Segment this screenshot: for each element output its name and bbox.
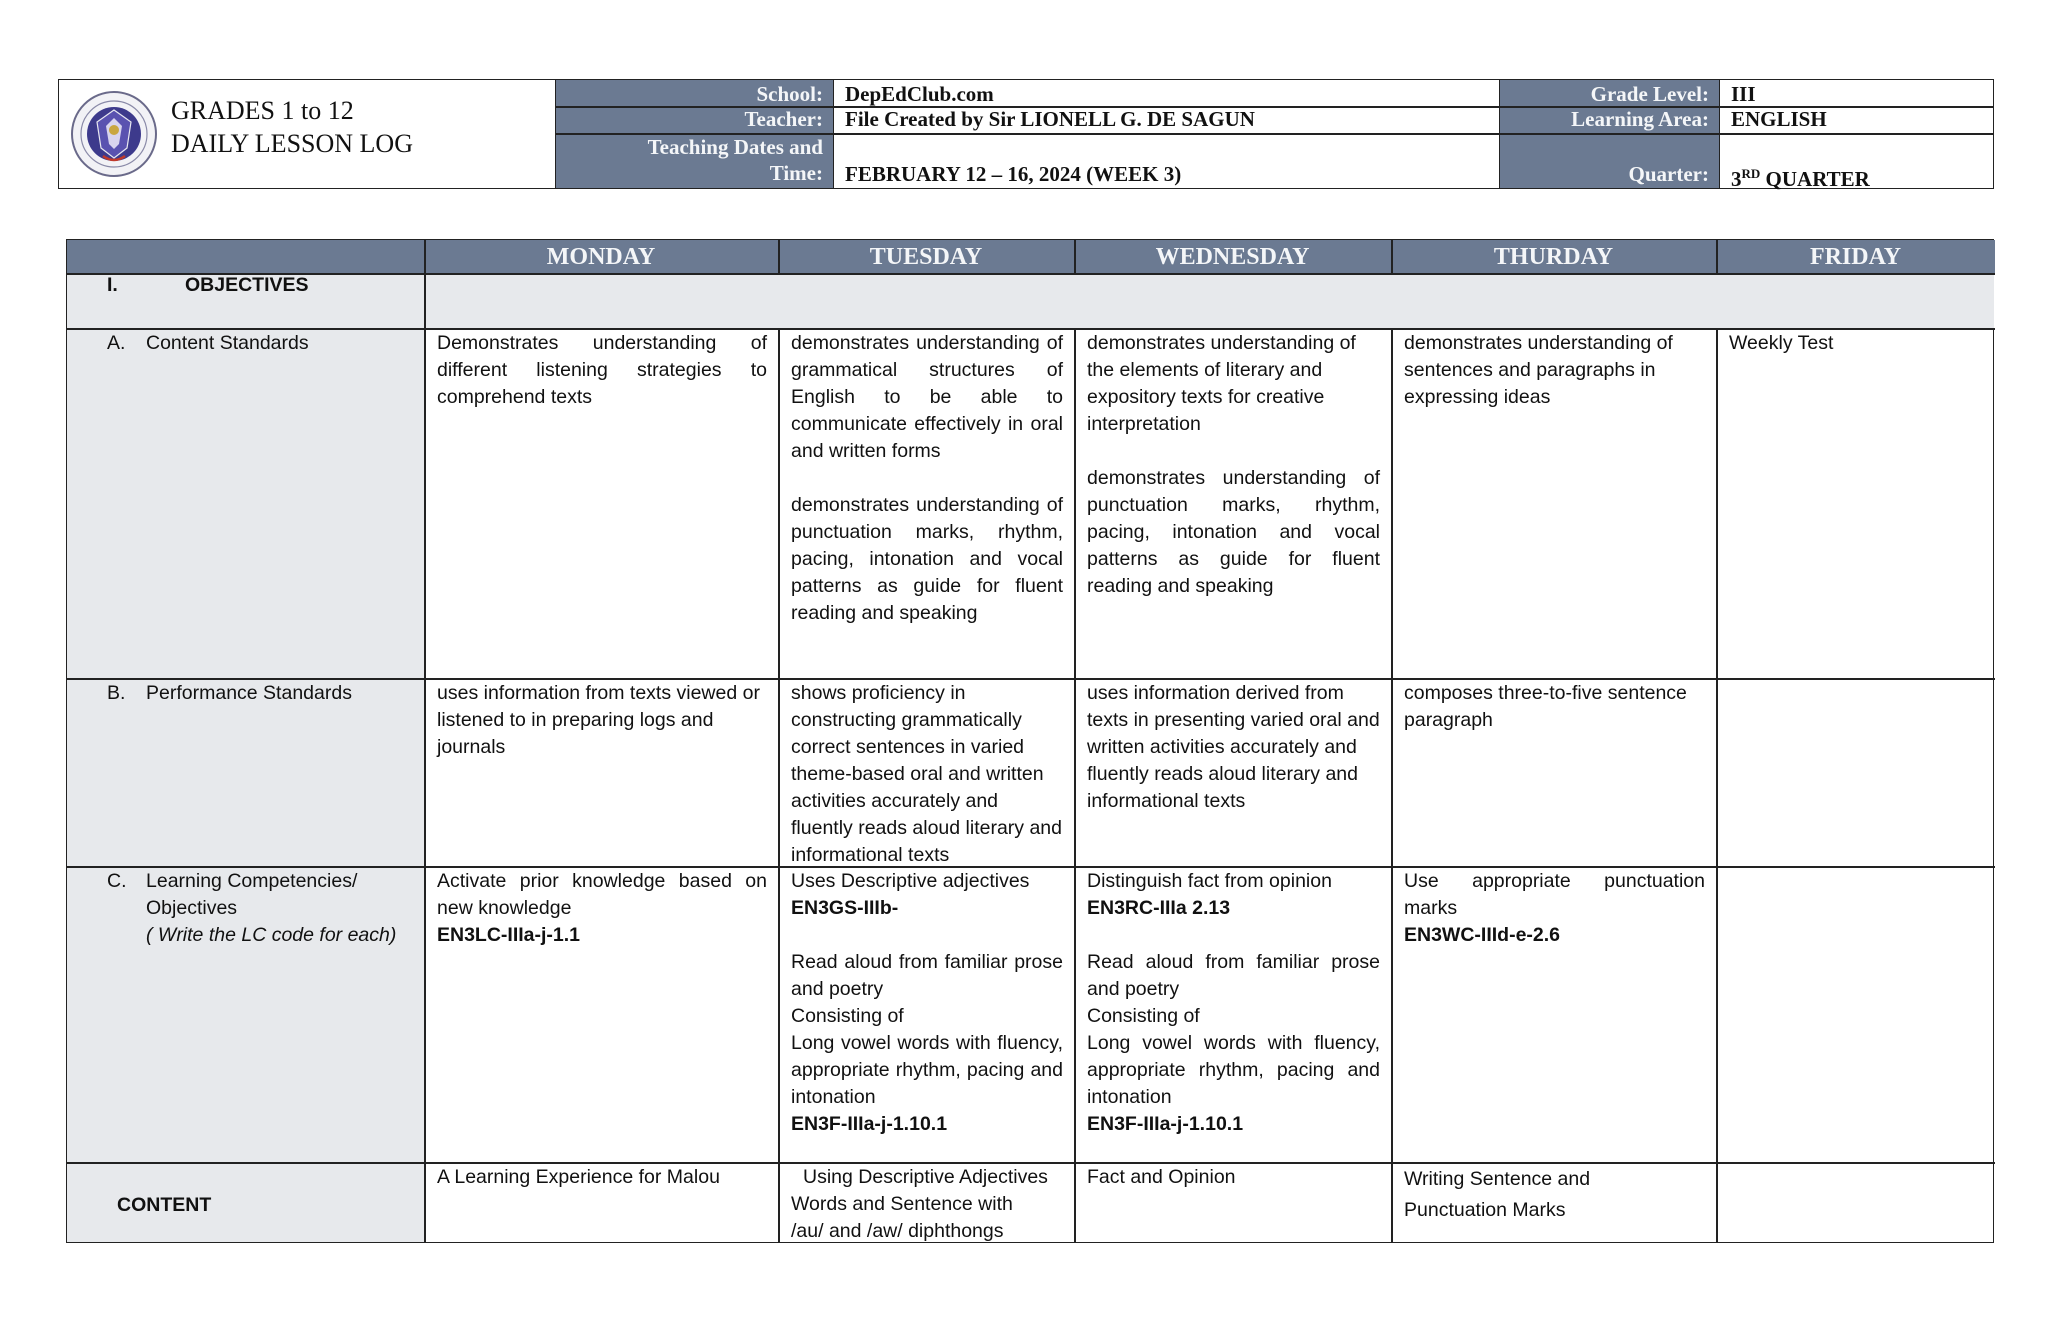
content-label: CONTENT [117,1194,212,1216]
content-standards-friday-text: Weekly Test [1729,332,1834,354]
competencies-wednesday [1076,868,1391,1138]
performance-standards-number: B. [107,682,126,704]
content-standards-monday [426,330,778,411]
performance-standards-label [107,680,422,707]
column-divider [1391,240,1393,273]
content-wednesday-text: Fact and Opinion [1087,1166,1236,1188]
learning-area-value: ENGLISH [1719,106,1993,133]
performance-standards-monday [426,680,778,761]
content-thursday-line-2: Punctuation Marks [1404,1199,1566,1221]
content-standards-friday [1718,330,1995,357]
competencies-monday [426,868,778,949]
competencies-tuesday-text-3: Consisting of [791,1005,904,1027]
content-standards-label [107,330,422,357]
day-header-tuesday: TUESDAY [778,240,1074,273]
objectives-row-background [424,273,1994,328]
day-header-friday: FRIDAY [1716,240,1995,273]
performance-standards-wednesday-text: uses information derived from texts in presenting varied oral and written activities accurately and fluently reads aloud literary and informational texts [1087,682,1380,812]
competencies-thursday-code: EN3WC-IIId-e-2.6 [1404,924,1561,946]
content-monday [426,1164,778,1191]
content-standards-wednesday-para-2: demonstrates understanding of punctuation marks, rhythm, pacing, intonation and vocal patterns as guide for fluent reading and speaking [1087,467,1380,597]
content-standards-wednesday [1076,330,1391,600]
content-monday-text: A Learning Experience for Malou [437,1166,720,1188]
competencies-wednesday-text-1: Distinguish fact from opinion [1087,870,1332,892]
content-standards-number: A. [107,332,126,354]
content-tuesday [780,1164,1074,1245]
objectives-label: OBJECTIVES [185,274,309,296]
column-divider [1074,240,1076,273]
performance-standards-thursday-text: composes three-to-five sentence paragraph [1404,682,1687,731]
competencies-monday-text: Activate prior knowledge based on new knowledge [437,870,767,919]
competencies-monday-code: EN3LC-IIIa-j-1.1 [437,924,581,946]
competencies-wednesday-text-3: Consisting of [1087,1005,1200,1027]
teaching-dates-label [555,133,833,188]
competencies-tuesday-code-2: EN3F-IIIa-j-1.10.1 [791,1113,948,1135]
competencies-tuesday-text-1: Uses Descriptive adjectives [791,870,1030,892]
content-thursday [1393,1164,1716,1226]
competencies-thursday [1393,868,1716,949]
deped-seal-logo [69,86,159,182]
content-tuesday-line-1: Using Descriptive Adjectives [803,1166,1048,1188]
performance-standards-text: Performance Standards [146,682,352,704]
competencies-number: C. [107,870,127,892]
performance-standards-wednesday [1076,680,1391,815]
document-title [171,94,413,160]
teaching-dates-label-line-2: Time: [769,161,823,185]
teaching-dates-value: FEBRUARY 12 – 16, 2024 (WEEK 3) [833,133,1499,188]
content-standards-tuesday-para-2: demonstrates understanding of punctuation marks, rhythm, pacing, intonation and vocal patterns as guide for fluent reading and speaking [791,494,1063,624]
competencies-label-line-2: Objectives [146,897,238,919]
objectives-number: I. [107,274,118,296]
day-header-monday: MONDAY [424,240,778,273]
grade-level-value: III [1719,80,1993,106]
competencies-wednesday-code-1: EN3RC-IIIa 2.13 [1087,897,1231,919]
content-wednesday [1076,1164,1391,1191]
teacher-value: File Created by Sir LIONELL G. DE SAGUN [833,106,1499,133]
competencies-thursday-text: Use appropriate punctuation marks [1404,870,1705,919]
quarter-number: 3 [1731,167,1742,191]
teacher-label: Teacher: [555,106,833,133]
header-divider [555,133,1993,135]
content-thursday-line-1: Writing Sentence and [1404,1168,1591,1190]
competencies-wednesday-code-2: EN3F-IIIa-j-1.10.1 [1087,1113,1244,1135]
day-header-thursday: THURDAY [1391,240,1716,273]
competencies-label [107,868,422,949]
quarter-ordinal-suffix: RD [1741,166,1761,181]
performance-standards-monday-text: uses information from texts viewed or listened to in preparing logs and journals [437,682,760,758]
learning-area-label: Learning Area: [1499,106,1719,133]
column-divider [778,240,780,273]
lesson-log-table [66,239,1994,1243]
content-standards-text: Content Standards [146,332,309,354]
column-divider [1716,240,1718,273]
performance-standards-tuesday-text: shows proficiency in constructing grammatically correct sentences in varied theme-based oral and written activities accurately and fluently reads aloud literary and informational texts [791,682,1062,866]
grade-level-label: Grade Level: [1499,80,1719,106]
performance-standards-thursday [1393,680,1716,734]
quarter-value [1719,133,1993,191]
day-header-wednesday: WEDNESDAY [1074,240,1391,273]
title-line-2: DAILY LESSON LOG [171,129,413,158]
competencies-tuesday-text-4: Long vowel words with fluency, appropriate rhythm, pacing and intonation [791,1032,1063,1108]
teaching-dates-label-line-1: Teaching Dates and [647,135,823,159]
school-label: School: [555,80,833,106]
content-standards-thursday [1393,330,1716,411]
lesson-log-header [58,79,1994,189]
competencies-label-line-3: ( Write the LC code for each) [146,924,397,946]
objectives-heading [107,271,417,300]
label-column-background [67,273,424,1242]
performance-standards-tuesday [780,680,1074,869]
column-divider [1391,328,1393,1242]
content-standards-tuesday-para-1: demonstrates understanding of grammatical structures of English to be able to communicate effectively in oral and written forms [791,332,1063,462]
content-standards-monday-text: Demonstrates understanding of different listening strategies to comprehend texts [437,332,767,408]
competencies-tuesday-code-1: EN3GS-IIIb- [791,897,899,919]
title-line-1: GRADES 1 to 12 [171,96,354,125]
content-standards-wednesday-para-1: demonstrates understanding of the elements of literary and expository texts for creative interpretation [1087,332,1356,435]
competencies-tuesday-text-2: Read aloud from familiar prose and poetry [791,951,1063,1000]
header-bar-blank [67,240,424,273]
content-standards-thursday-text: demonstrates understanding of sentences and paragraphs in expressing ideas [1404,332,1673,408]
content-tuesday-line-2: Words and Sentence with [791,1193,1013,1215]
header-divider [555,106,1993,108]
content-standards-tuesday [780,330,1074,627]
competencies-label-line-1: Learning Competencies/ [146,870,358,892]
school-value: DepEdClub.com [833,80,1499,106]
content-tuesday-line-3: /au/ and /aw/ diphthongs [791,1220,1004,1242]
column-divider [1716,328,1718,1242]
competencies-wednesday-text-2: Read aloud from familiar prose and poetry [1087,951,1380,1000]
quarter-text: QUARTER [1760,167,1870,191]
competencies-tuesday [780,868,1074,1138]
competencies-wednesday-text-4: Long vowel words with fluency, appropriate rhythm, pacing and intonation [1087,1032,1380,1108]
quarter-label: Quarter: [1499,133,1719,188]
